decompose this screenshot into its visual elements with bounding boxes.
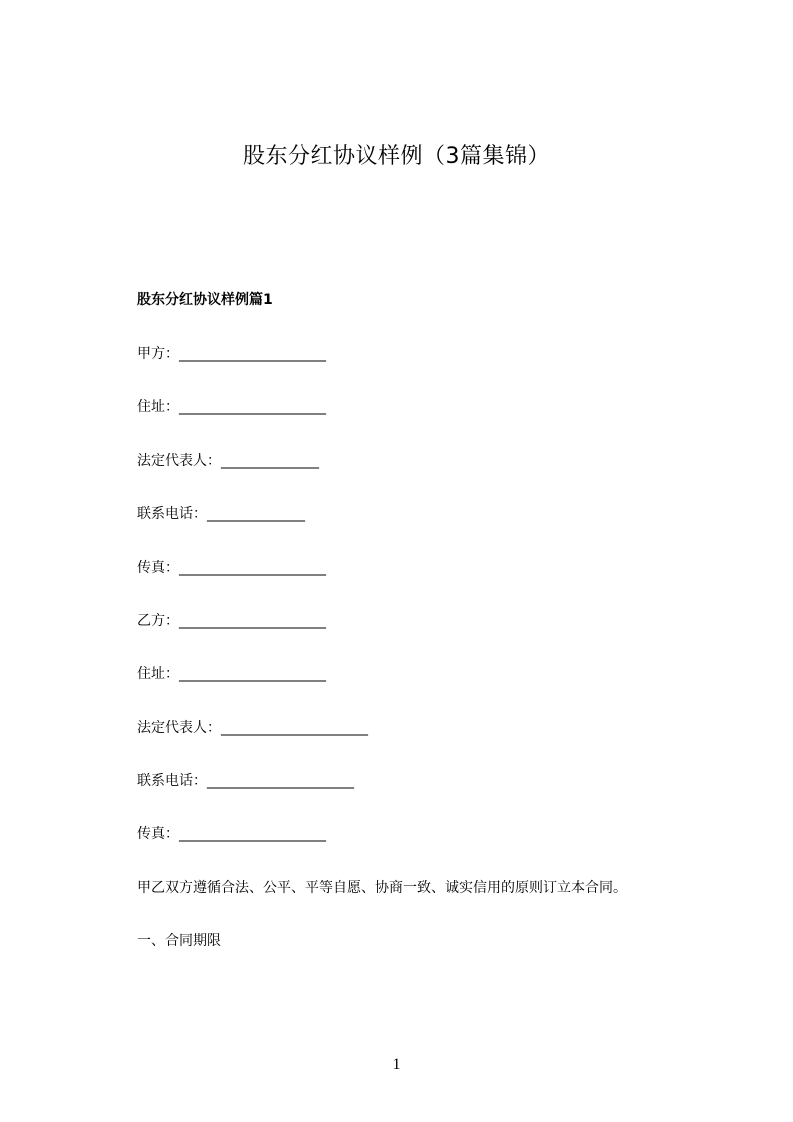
field-party-b-fax [137,822,326,846]
field-party-a-address [137,395,326,419]
field-label: 联系电话： [137,773,207,789]
field-party-b-address [137,662,326,686]
field-label: 住址： [137,399,179,415]
field-label: 传真： [137,826,179,842]
page-number: 1 [392,1056,401,1073]
fill-blank: ______________ [221,453,319,469]
fill-blank: _____________________ [179,826,326,842]
field-label: 住址： [137,666,179,682]
field-party-a-representative [137,449,319,473]
field-label: 甲方： [137,346,179,362]
fill-blank: _____________________ [179,613,326,629]
heading-contract-term: 一、合同期限 [137,933,221,949]
section-title: 股东分红协议样例篇1 [137,292,273,308]
fill-blank: _____________________ [179,560,326,576]
fill-blank: ______________ [207,506,305,522]
field-label: 乙方： [137,613,179,629]
fill-blank: _____________________ [179,346,326,362]
fill-blank: _____________________ [221,720,368,736]
field-label: 法定代表人： [137,453,221,469]
field-party-a-fax [137,556,326,580]
fill-blank: _____________________ [179,666,326,682]
field-party-b [137,609,326,633]
document-title: 股东分红协议样例（3篇集锦） [243,144,550,169]
field-party-b-representative [137,716,368,740]
field-label: 法定代表人： [137,720,221,736]
field-party-b-phone [137,769,354,793]
field-label: 联系电话： [137,506,207,522]
fill-blank: _____________________ [207,773,354,789]
fill-blank: _____________________ [179,399,326,415]
field-party-a [137,342,326,366]
field-party-a-phone [137,502,305,526]
field-label: 传真： [137,560,179,576]
body-paragraph: 甲乙双方遵循合法、公平、平等自愿、协商一致、诚实信用的原则订立本合同。 [137,880,627,896]
